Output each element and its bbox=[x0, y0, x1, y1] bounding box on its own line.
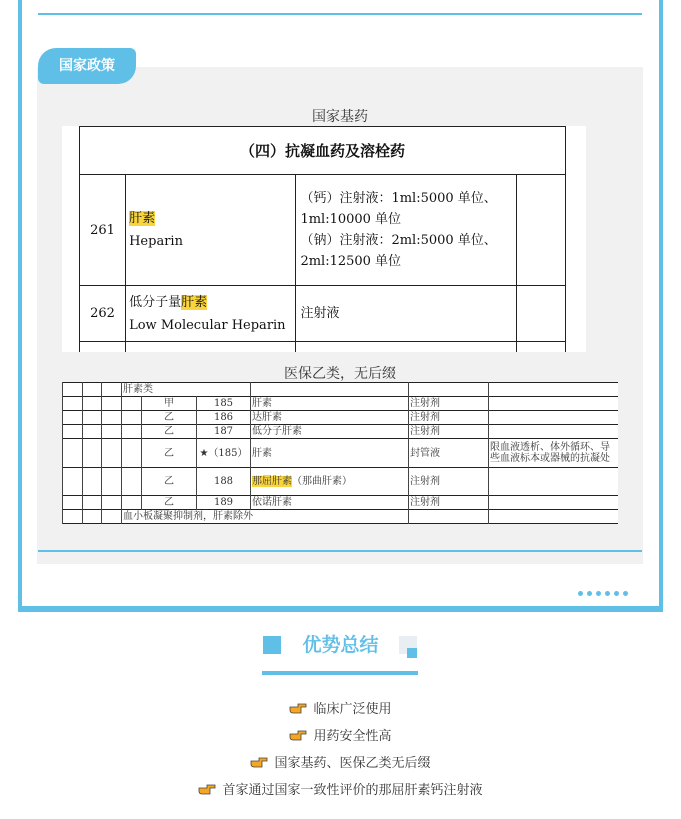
section-badge: 国家政策 bbox=[38, 48, 136, 84]
form-cell: 注射剂 bbox=[409, 468, 489, 496]
table-row bbox=[63, 383, 619, 397]
summary-title: 优势总结 bbox=[302, 634, 379, 656]
table-row bbox=[63, 425, 619, 439]
form-line: 1ml:10000 单位 bbox=[300, 212, 402, 227]
note-cell bbox=[516, 286, 565, 342]
name-cell: 肝素 bbox=[251, 439, 409, 468]
table-row bbox=[63, 468, 619, 496]
essential-drug-table bbox=[79, 126, 566, 352]
class-cell: 甲 bbox=[142, 397, 197, 411]
table-row bbox=[63, 439, 619, 468]
class-cell: 乙 bbox=[142, 439, 197, 468]
table-row bbox=[63, 510, 619, 524]
pointing-hand-icon bbox=[289, 729, 307, 741]
summary-list bbox=[0, 696, 681, 804]
drug-name-prefix: 低分子量 bbox=[129, 294, 182, 310]
title-underline bbox=[262, 671, 418, 675]
pagination-dots-icon bbox=[578, 591, 628, 597]
drug-number: 262 bbox=[80, 286, 126, 342]
list-item bbox=[0, 777, 681, 804]
footer-label: 血小板凝聚抑制剂，肝素除外 bbox=[122, 510, 409, 524]
highlighted-name: 肝素 bbox=[129, 211, 156, 226]
point-text: 临床广泛使用 bbox=[313, 702, 392, 717]
name-cell: 依诺肝素 bbox=[251, 496, 409, 510]
class-cell: 乙 bbox=[142, 496, 197, 510]
form-cell: 注射剂 bbox=[409, 425, 489, 439]
list-item bbox=[0, 723, 681, 750]
class-cell: 乙 bbox=[142, 468, 197, 496]
number-cell: 187 bbox=[197, 425, 251, 439]
essential-caption: 国家基药 bbox=[312, 109, 368, 125]
top-divider bbox=[38, 13, 642, 15]
number-cell: 186 bbox=[197, 411, 251, 425]
note-cell bbox=[516, 175, 565, 286]
highlighted-name: 那屈肝素 bbox=[252, 476, 292, 487]
highlighted-name: 肝素 bbox=[181, 294, 208, 310]
name-cell: 低分子肝素 bbox=[251, 425, 409, 439]
point-text: 国家基药、医保乙类无后缀 bbox=[274, 756, 431, 771]
drug-name-en: Low Molecular Heparin bbox=[129, 317, 286, 333]
form-cell: 注射剂 bbox=[409, 411, 489, 425]
drug-number: 261 bbox=[80, 175, 126, 286]
class-cell: 乙 bbox=[142, 411, 197, 425]
form-cell: 注射剂 bbox=[409, 397, 489, 411]
name-tail: （那曲肝素） bbox=[292, 476, 352, 487]
insurance-document bbox=[62, 382, 618, 524]
number-cell: 189 bbox=[197, 496, 251, 510]
drug-name-en: Heparin bbox=[129, 234, 183, 249]
insurance-table bbox=[62, 382, 618, 524]
bottom-divider bbox=[38, 550, 642, 552]
name-cell bbox=[251, 468, 409, 496]
form-line: （钠）注射液：2ml:5000 单位、 bbox=[300, 233, 497, 248]
note-line: 些血液标本或器械的抗凝处 bbox=[490, 453, 610, 464]
form-line: 2ml:12500 单位 bbox=[300, 254, 402, 269]
name-cell: 达肝素 bbox=[251, 411, 409, 425]
note-line: 限血液透析、体外循环、导 bbox=[490, 442, 610, 453]
insurance-caption: 医保乙类，无后缀 bbox=[284, 366, 396, 382]
point-text: 用药安全性高 bbox=[313, 729, 392, 744]
list-item bbox=[0, 696, 681, 723]
number-cell: ★（185） bbox=[197, 439, 251, 468]
table-row bbox=[80, 286, 566, 342]
form-cell: 注射剂 bbox=[409, 496, 489, 510]
pointing-hand-icon bbox=[289, 702, 307, 714]
group-label: 肝素类 bbox=[122, 383, 251, 397]
table-row-cut bbox=[80, 342, 566, 353]
note-cell bbox=[489, 439, 619, 468]
drug-name bbox=[126, 175, 296, 286]
form-line: （钙）注射液：1ml:5000 单位、 bbox=[300, 191, 497, 206]
table-row bbox=[63, 496, 619, 510]
number-cell: 188 bbox=[197, 468, 251, 496]
table-title: （四）抗凝血药及溶栓药 bbox=[80, 127, 566, 175]
number-cell: 185 bbox=[197, 397, 251, 411]
point-text: 首家通过国家一致性评价的那屈肝素钙注射液 bbox=[222, 783, 483, 798]
dosage-form bbox=[296, 175, 516, 286]
pointing-hand-icon bbox=[250, 756, 268, 768]
drug-name bbox=[126, 286, 296, 342]
essential-drug-document bbox=[62, 126, 586, 352]
table-row bbox=[80, 175, 566, 286]
form-cell: 封管液 bbox=[409, 439, 489, 468]
table-row bbox=[63, 397, 619, 411]
pointing-hand-icon bbox=[198, 783, 216, 795]
table-row bbox=[63, 411, 619, 425]
list-item bbox=[0, 750, 681, 777]
class-cell: 乙 bbox=[142, 425, 197, 439]
dosage-form: 注射液 bbox=[296, 286, 516, 342]
name-cell: 肝素 bbox=[251, 397, 409, 411]
